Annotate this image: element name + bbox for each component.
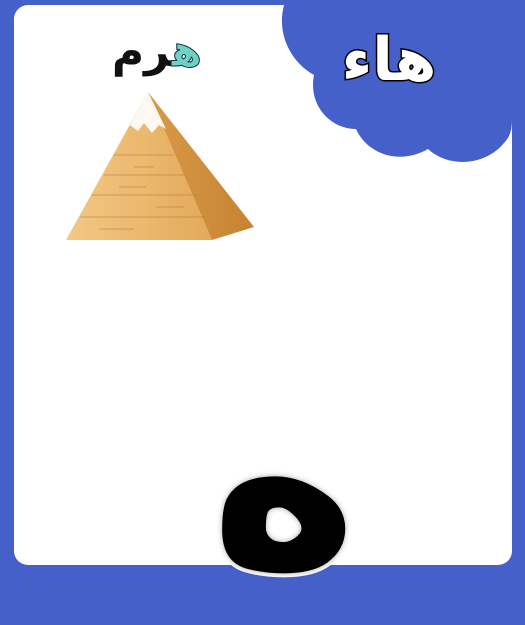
big-letter: ه (210, 334, 358, 625)
word-rest: رم (111, 26, 172, 77)
flashcard (14, 5, 512, 625)
word-highlight-letter: ه (171, 26, 203, 77)
letter-name: هاء (341, 25, 437, 95)
pyramid-icon (64, 87, 259, 247)
example-word (92, 17, 222, 87)
